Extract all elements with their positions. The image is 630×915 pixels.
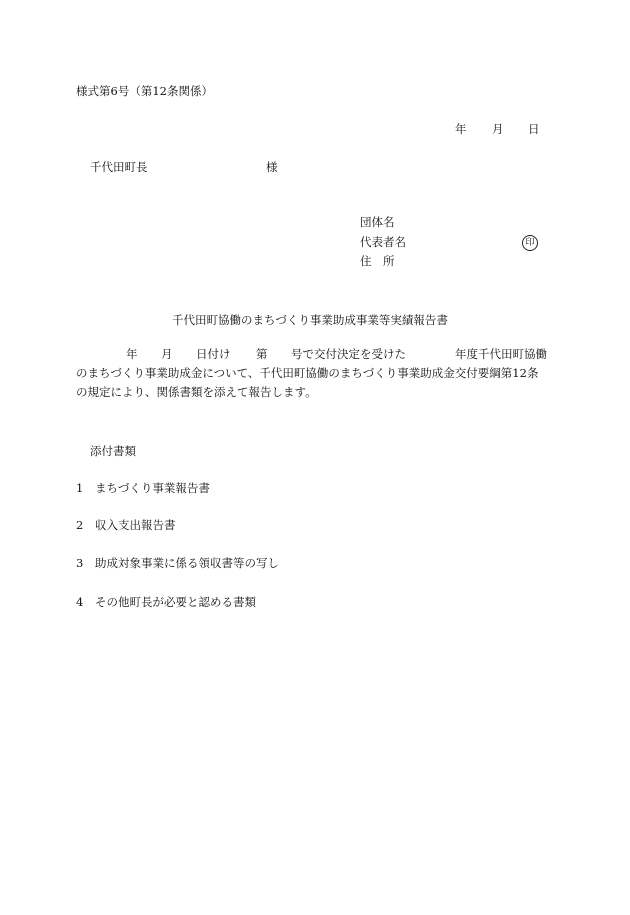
attachment-text: 収入支出報告書 — [95, 518, 176, 532]
body-number-suffix: 号で交付決定を受けた — [291, 347, 406, 361]
attachments-heading: 添付書類 — [90, 444, 136, 458]
attachment-number: 3 — [76, 556, 84, 570]
attachment-number: 2 — [76, 518, 84, 532]
date-year-label: 年 — [455, 122, 467, 136]
attachment-number: 1 — [76, 481, 84, 495]
body-number-prefix: 第 — [256, 347, 268, 361]
addressee-name: 千代田町長 — [90, 160, 148, 174]
address-label: 住 所 — [360, 254, 395, 268]
body-line-2: のまちづくり事業助成金について、千代田町協働のまちづくり事業助成金交付要綱第12条 — [76, 366, 539, 380]
body-line-3: の規定により、関係書類を添えて報告します。 — [76, 385, 317, 399]
date-month-label: 月 — [492, 122, 504, 136]
seal-mark: 印 — [522, 235, 538, 251]
date-day-label: 日 — [528, 122, 540, 136]
document-title: 千代田町協働のまちづくり事業助成事業等実績報告書 — [172, 313, 448, 327]
body-month: 月 — [161, 347, 173, 361]
org-name-label: 団体名 — [360, 215, 395, 229]
representative-label: 代表者名 — [360, 235, 406, 249]
attachment-text: 助成対象事業に係る領収書等の写し — [95, 556, 279, 570]
body-day: 日付け — [196, 347, 231, 361]
attachment-text: まちづくり事業報告書 — [95, 481, 210, 495]
attachment-number: 4 — [76, 595, 84, 609]
form-number: 様式第6号（第12条関係） — [76, 84, 213, 98]
attachment-text: その他町長が必要と認める書類 — [95, 595, 256, 609]
body-year: 年 — [126, 347, 138, 361]
body-fiscal-year: 年度千代田町協働 — [455, 347, 547, 361]
addressee-honorific: 様 — [266, 160, 278, 174]
